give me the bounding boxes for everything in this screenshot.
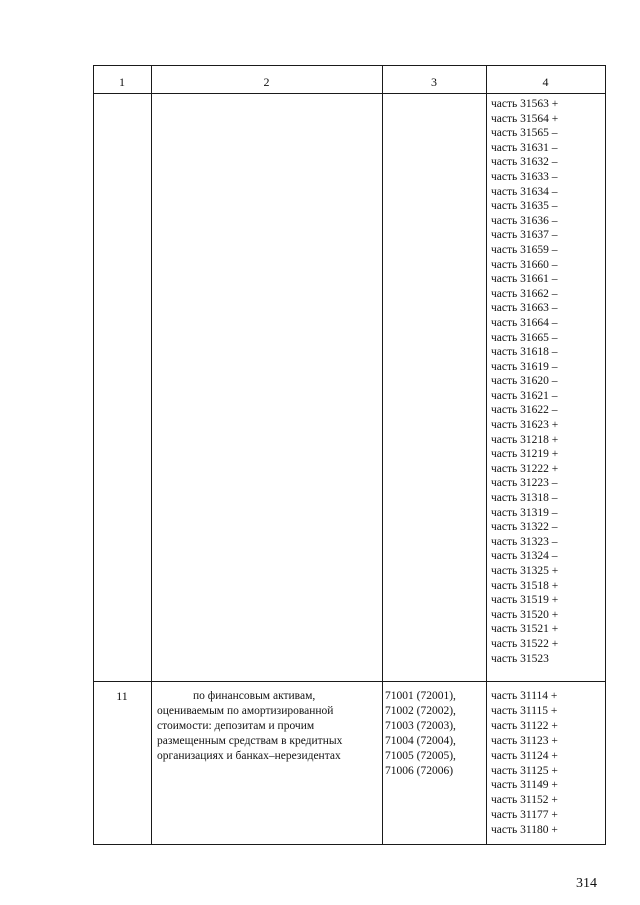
account-part-item: часть 31319 –	[491, 506, 558, 519]
account-code-item: 71001 (72001),	[385, 690, 456, 702]
table-border-top	[93, 65, 606, 66]
account-part-item: часть 31633 –	[491, 170, 558, 183]
account-part-item: часть 31177 +	[491, 809, 558, 822]
account-part-item: часть 31323 –	[491, 535, 558, 548]
column-header-3: 3	[431, 75, 437, 89]
account-part-item: часть 31149 +	[491, 779, 558, 792]
table-border-bottom	[93, 844, 606, 845]
account-part-item: часть 31622 –	[491, 404, 558, 417]
account-part-item: часть 31660 –	[491, 258, 558, 271]
description-line: размещенным средствам в кредитных	[157, 734, 343, 747]
table-border-right	[605, 65, 606, 845]
account-part-item: часть 31619 –	[491, 360, 558, 373]
description-line: оцениваемым по амортизированной	[157, 704, 334, 717]
description-line: стоимости: депозитам и прочим	[157, 719, 315, 732]
account-part-item: часть 31520 +	[491, 608, 559, 621]
account-part-item: часть 31663 –	[491, 302, 558, 315]
account-code-item: 71002 (72002),	[385, 704, 456, 717]
account-part-item: часть 31318 –	[491, 492, 558, 505]
account-code-item: 71006 (72006)	[385, 764, 454, 777]
account-codes	[385, 689, 483, 778]
table-border-left	[93, 65, 94, 845]
account-part-item: часть 31635 –	[491, 200, 558, 213]
account-part-item: часть 31631 –	[491, 141, 558, 154]
account-part-item: часть 31632 –	[491, 156, 558, 169]
account-code-item: 71003 (72003),	[385, 719, 456, 732]
account-part-item: часть 31623 +	[491, 419, 559, 432]
account-part-item: часть 31563 +	[491, 98, 559, 110]
account-part-item: часть 31661 –	[491, 273, 558, 286]
account-part-item: часть 31124 +	[491, 749, 558, 762]
account-part-item: часть 31125 +	[491, 764, 558, 777]
column-divider	[151, 65, 152, 845]
account-part-item: часть 31325 +	[491, 565, 559, 577]
column-header-4: 4	[542, 75, 549, 89]
account-part-item: часть 31523	[491, 652, 549, 665]
account-part-item: часть 31659 –	[491, 243, 558, 256]
page-number: 314	[576, 876, 597, 891]
account-part-item: часть 31114 +	[491, 690, 558, 702]
account-part-item: часть 31123 +	[491, 734, 558, 747]
account-part-item: часть 31634 –	[491, 185, 558, 198]
account-part-item: часть 31322 –	[491, 521, 558, 534]
column-header-2: 2	[263, 75, 270, 89]
account-part-item: часть 31621 –	[491, 389, 558, 402]
account-part-item: часть 31636 –	[491, 214, 558, 227]
account-parts-list	[491, 97, 558, 666]
description-line: по финансовым активам,	[193, 690, 316, 702]
column-divider	[382, 65, 383, 845]
description-line: организациях и банках–нерезидентах	[157, 749, 341, 762]
row-divider	[93, 681, 606, 682]
account-part-item: часть 31115 +	[491, 704, 558, 717]
account-part-item: часть 31522 +	[491, 637, 559, 650]
account-part-item: часть 31664 –	[491, 316, 558, 329]
account-part-item: часть 31637 –	[491, 229, 558, 242]
account-part-item: часть 31564 +	[491, 112, 559, 125]
account-part-item: часть 31223 –	[491, 477, 558, 490]
accounts-table	[93, 65, 606, 845]
account-part-item: часть 31219 +	[491, 448, 559, 461]
column-divider	[486, 65, 487, 845]
account-part-item: часть 31519 +	[491, 594, 559, 607]
account-part-item: часть 31122 +	[491, 719, 558, 732]
header-divider	[93, 93, 606, 94]
account-part-item: часть 31521 +	[491, 623, 559, 636]
account-parts-list	[491, 689, 558, 838]
account-code-item: 71004 (72004),	[385, 734, 456, 747]
account-part-item: часть 31620 –	[491, 375, 558, 388]
account-part-item: часть 31518 +	[491, 579, 559, 592]
account-part-item: часть 31662 –	[491, 287, 558, 300]
account-part-item: часть 31618 –	[491, 346, 558, 359]
row-description	[157, 689, 382, 764]
account-part-item: часть 31152 +	[491, 794, 558, 807]
column-header-1: 1	[119, 75, 125, 89]
account-part-item: часть 31324 –	[491, 550, 558, 563]
account-code-item: 71005 (72005),	[385, 749, 456, 762]
account-part-item: часть 31218 +	[491, 433, 559, 446]
account-part-item: часть 31565 –	[491, 127, 558, 140]
account-part-item: часть 31665 –	[491, 331, 558, 344]
account-part-item: часть 31222 +	[491, 462, 559, 475]
account-part-item: часть 31180 +	[491, 824, 558, 837]
row-number: 11	[116, 689, 128, 703]
